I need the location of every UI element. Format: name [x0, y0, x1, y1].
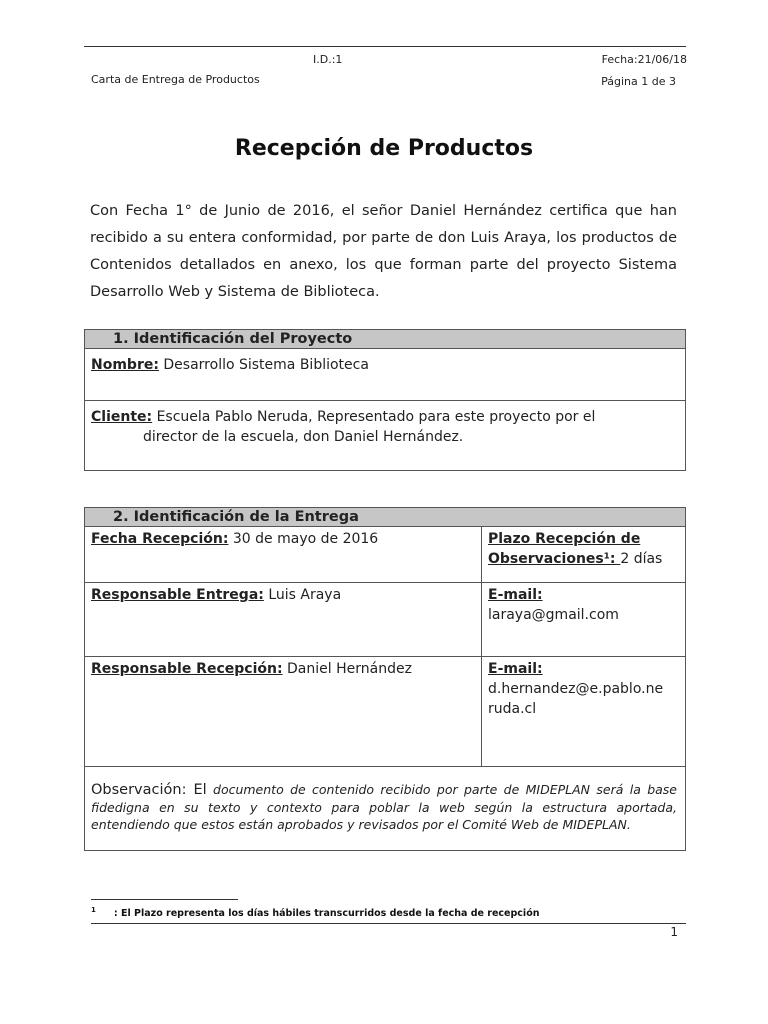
nombre-label: Nombre:	[91, 357, 159, 373]
cliente-label: Cliente:	[91, 409, 153, 425]
delivery-responsible-row	[85, 583, 685, 657]
plazo-value: 2 días	[620, 551, 663, 567]
observation-text: documento de contenido recibido por parte de MIDEPLAN será la base fidedigna en su texto y contexto para poblar la web según la estructura aportada, entendiendo que estos están aprobados y revisados por el Comité Web de MIDEPLAN.	[91, 782, 677, 832]
page-number: 1	[670, 925, 678, 939]
fecha-label: Fecha Recepción:	[91, 531, 229, 547]
reception-responsible-row	[85, 657, 685, 767]
nombre-value: Desarrollo Sistema Biblioteca	[158, 357, 369, 373]
intro-paragraph	[90, 198, 677, 306]
reception-email-cell	[482, 657, 685, 766]
reception-responsible-cell	[85, 657, 482, 766]
footnote-marker: 1	[91, 906, 96, 914]
document-header-title: Carta de Entrega de Productos	[91, 73, 260, 86]
observation-label: Observación: El	[91, 782, 207, 798]
reception-date-row	[85, 527, 685, 583]
footnote-rule	[91, 899, 238, 900]
observation-row	[85, 767, 685, 851]
page-title: Recepción de Productos	[234, 136, 534, 161]
resp-recepcion-value: Daniel Hernández	[282, 661, 412, 677]
project-name-cell	[91, 355, 679, 375]
resp-entrega-value: Luis Araya	[263, 587, 342, 603]
fecha-value: 30 de mayo de 2016	[228, 531, 379, 547]
cliente-value-line1: Escuela Pablo Neruda, Representado para este proyecto por el	[152, 409, 596, 425]
document-date: Fecha:21/06/18	[601, 53, 687, 66]
reception-date-cell	[85, 527, 482, 582]
footer-rule	[91, 923, 686, 924]
document-id: I.D.:1	[313, 53, 343, 66]
email1-label: E-mail:	[488, 587, 543, 603]
delivery-identification-table	[84, 507, 686, 851]
section-2-heading: 2. Identificación de la Entrega	[85, 508, 685, 527]
delivery-responsible-cell	[85, 583, 482, 656]
email2-label: E-mail:	[488, 661, 543, 677]
email1-value: laraya@gmail.com	[488, 607, 619, 623]
section-1-heading: 1. Identificación del Proyecto	[85, 330, 685, 349]
cliente-value-line2: director de la escuela, don Daniel Hernández.	[143, 429, 464, 445]
client-row	[85, 401, 685, 470]
resp-entrega-label: Responsable Entrega:	[91, 587, 264, 603]
page-indicator: Página 1 de 3	[601, 75, 676, 88]
header-rule	[84, 46, 686, 47]
project-identification-table	[84, 329, 686, 471]
email2-value: d.hernandez@e.pablo.ne ruda.cl	[488, 681, 664, 717]
intro-text: Con Fecha 1° de Junio de 2016, el señor Daniel Hernández certifica que han recibido a su entera conformidad, por parte de don Luis Araya, los productos de Contenidos detallados en anexo, los que forman parte del proyecto Sistema Desarrollo Web y Sistema de Biblioteca.	[90, 203, 677, 300]
client-cell	[91, 407, 677, 447]
footnote-text: : El Plazo representa los días hábiles transcurridos desde la fecha de recepción	[113, 908, 540, 920]
plazo-label: Plazo Recepción de Observaciones¹:	[488, 531, 641, 567]
resp-recepcion-label: Responsable Recepción:	[91, 661, 283, 677]
delivery-email-cell	[482, 583, 685, 656]
observation-cell	[91, 781, 677, 833]
project-name-row	[85, 349, 685, 401]
footnote	[91, 906, 539, 919]
observation-deadline-cell	[482, 527, 685, 582]
